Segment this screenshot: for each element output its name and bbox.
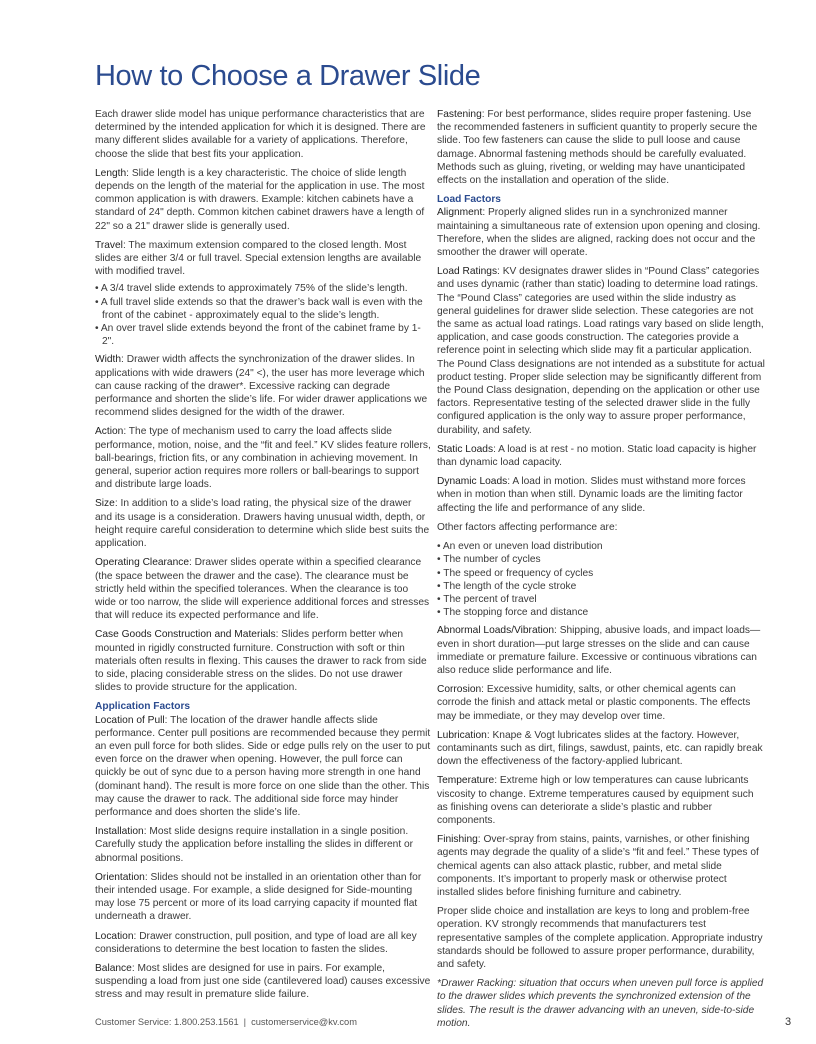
list-item: • A full travel slide extends so that the drawer’s back wall is even with the front of the cabinet - approximately equal to the slide’s length. — [95, 296, 431, 322]
case-goods-text: : Slides perform better when mounted in rigidly constructed furniture. Construction with soft or thin materials often results in flexing. This causes the drawer to rack from side to side, placing considerable stress on the slides. Do not use drawer slides to provide structure for the application. — [95, 629, 427, 694]
dynamic-loads-paragraph — [437, 475, 765, 515]
finishing-paragraph — [437, 833, 765, 899]
length-paragraph — [95, 167, 431, 233]
balance-paragraph — [95, 962, 431, 1002]
size-term: Size — [95, 498, 115, 510]
clearance-paragraph — [95, 556, 431, 622]
location-of-pull-text: : The location of the drawer handle affects slide performance. Center pull positions are recommended because they permit an even pull force for both slides. Side or edge pulls rely on the user to put even force on the drawer when opening. However, the pull force can quickly be out of sync due to a person having more strength in one hand (dominant hand). The result is more force on one slide than the other. This may cause the drawer to rack. The additional side force may hinder performance and does shorten the slide’s life. — [95, 714, 431, 818]
size-text: : In addition to a slide’s load rating, the physical size of the drawer and its usage is a consideration. Drawers having unusual width, depth, or height require careful consideration to determine which slide best suits the application. — [95, 498, 430, 550]
list-item: • An over travel slide extends beyond the front of the cabinet frame by 1-2". — [95, 322, 431, 348]
fastening-term: Fastening — [437, 109, 482, 120]
corrosion-term: Corrosion — [437, 684, 482, 696]
location-text: : Drawer construction, pull position, and type of load are all key considerations to determine the best location to fasten the slides. — [95, 930, 417, 955]
temperature-paragraph — [437, 774, 765, 827]
lubrication-paragraph — [437, 729, 765, 769]
location-of-pull-paragraph — [95, 714, 431, 820]
footer-separator: | — [243, 1017, 247, 1027]
static-loads-paragraph — [437, 443, 765, 469]
list-item: • The speed or frequency of cycles — [437, 567, 765, 580]
alignment-term: Alignment — [437, 207, 483, 219]
orientation-paragraph — [95, 871, 431, 924]
other-factors-intro: Other factors affecting performance are: — [437, 521, 618, 533]
abnormal-loads-paragraph — [437, 624, 765, 677]
static-loads-text: : A load is at rest - no motion. Static load capacity is higher than dynamic load capacity. — [437, 443, 757, 469]
action-text: : The type of mechanism used to carry the load affects slide performance, motion, noise, and the “fit and feel.” KV slides feature rollers, ball-bearings, friction fits, or any combination in achieving movement. In general, superior action requires more rollers or ball-bearings to support and distribute large loads. — [95, 426, 431, 491]
installation-term: Installation — [95, 826, 144, 838]
lubrication-term: Lubrication — [437, 729, 487, 741]
installation-text: : Most slide designs require installation in a single position. Carefully study the application before installing the slides in different or abnormal positions. — [95, 826, 414, 864]
temperature-term: Temperature — [437, 775, 495, 787]
static-loads-term: Static Loads — [437, 443, 494, 455]
list-item: • The percent of travel — [437, 593, 765, 606]
balance-text: : Most slides are designed for use in pairs. For example, suspending a load from just one side (cantilevered load) causes excessive stress and may result in premature slide failure. — [95, 962, 431, 1001]
fastening-text: : For best performance, slides require proper fastening. Use the recommended fasteners in sufficient quantity to properly secure the slide. Too few fasteners can cause the slide to pull loose and cause damage. Abnormal fastening methods should be carefully evaluated. Methods such as gluing, riveting, or welding may have unanticipated effects on the installation and operation of the slide. — [437, 109, 758, 187]
clearance-text: : Drawer slides operate within a specified clearance (the space between the drawer and the case). The clearance must be strictly held within the specified tolerances. When the clearance is too wide or too narrow, the slide will experience additional forces and stresses that will reduce its expected performance and life. — [95, 557, 430, 622]
travel-bullets — [95, 282, 431, 348]
abnormal-loads-term: Abnormal Loads/Vibration — [437, 625, 555, 637]
list-item: • The stopping force and distance — [437, 606, 765, 619]
page-number: 3 — [785, 1016, 792, 1028]
right-column — [437, 108, 765, 1030]
load-ratings-paragraph — [437, 265, 765, 437]
travel-paragraph — [95, 239, 431, 279]
load-ratings-text: : KV designates drawer slides in “Pound Class” categories and uses dynamic (rather than static) loading to determine load ratings. The “Pound Class” categories are used within the slide industry as general guidelines for drawer slide selection. These categories are not the same as actual load ratings. Load ratings vary based on slide length, application, and case goods construction. The categories provide a reference point in selecting which slide may fit a particular application. The Pound Class designations are not intended as a substitute for actual product testing. Proper slide selection may be significantly different from the Pound Class designation, depending on the application or other use factors. Representative testing of the selected drawer slide in the fully configured application is the only way to assure proper performance, durability, and safety. — [437, 266, 765, 436]
action-paragraph — [95, 425, 431, 491]
travel-term: Travel — [95, 239, 123, 251]
travel-text: : The maximum extension compared to the closed length. Most slides are either 3/4 or full travel. Special extension lengths are available with modified travel. — [95, 239, 422, 278]
alignment-text: : Properly aligned slides run in a synchronized manner maintaining a simultaneous rate of extension upon opening and closing. Therefore, when the slides are aligned, racking does not occur and the smoother the drawer will operate. — [437, 207, 761, 259]
other-factors-list — [437, 540, 765, 619]
abnormal-loads-text: : Shipping, abusive loads, and impact loads—even in short duration—put large stresses on the slide and can cause immediate or premature failure. Excessive or continuous vibrations can also reduce slide performance and life. — [437, 625, 761, 676]
length-term: Length — [95, 167, 127, 179]
size-paragraph — [95, 497, 431, 550]
list-item: • The length of the cycle stroke — [437, 580, 765, 593]
location-of-pull-term: Location of Pull — [95, 714, 165, 726]
finishing-term: Finishing — [437, 834, 478, 846]
customer-service-phone: Customer Service: 1.800.253.1561 — [95, 1017, 239, 1027]
clearance-term: Operating Clearance — [95, 557, 190, 569]
dynamic-loads-text: : A load in motion. Slides must withstand more forces when in motion than when still. Dynamic loads are the limiting factor affecting the life and performance of any slide. — [437, 476, 746, 514]
width-paragraph — [95, 353, 431, 419]
list-item: • A 3/4 travel slide extends to approximately 75% of the slide’s length. — [95, 282, 431, 295]
width-text: : Drawer width affects the synchronization of the drawer slides. In applications with wide drawers (24" <), the user has more leverage which can cause racking of the drawer*. Excessive racking can degrade performance and shorten the slide’s life. For wider drawer applications we recommend slides designed for the width of the drawer. — [95, 354, 428, 419]
lubrication-text: : Knape & Vogt lubricates slides at the factory. However, contaminants such as dirt, filings, sawdust, paints, etc. can rapidly break down the effectiveness of the factory-applied lubricant. — [437, 729, 763, 768]
installation-paragraph — [95, 825, 431, 865]
orientation-term: Orientation — [95, 871, 145, 883]
location-paragraph — [95, 930, 431, 956]
balance-term: Balance — [95, 962, 132, 974]
load-ratings-term: Load Ratings — [437, 266, 498, 278]
racking-footnote: *Drawer Racking: situation that occurs when uneven pull force is applied to the drawer slides which prevents the synchronized extension of the slides. The result is the drawer advancing with an uneven, side-to-side motion. — [437, 978, 764, 1029]
page-title: How to Choose a Drawer Slide — [95, 60, 481, 92]
corrosion-paragraph — [437, 683, 765, 723]
customer-service-email[interactable]: customerservice@kv.com — [251, 1017, 357, 1027]
finishing-text: : Over-spray from stains, paints, varnishes, or other finishing agents may degrade the quality of a slide’s “fit and feel.” These types of chemical agents can also attack plastic, rubber, and metal slide components. It’s important to properly mask or otherwise protect installed slides before finishing furniture and cabinetry. — [437, 834, 759, 898]
temperature-text: : Extreme high or low temperatures can cause lubricants viscosity to change. Extreme temperatures caused by equipment such as finishing ovens can deteriorate a slide’s plastic and rubber components. — [437, 775, 754, 826]
length-text: : Slide length is a key characteristic. The choice of slide length depends on the length of the material for the application in use. The most common application is with drawers. Example: kitchen cabinets have a standard of 24" depth. Common kitchen cabinet drawers have a length of 22" so a 21" drawer slide is generally used. — [95, 167, 425, 232]
list-item: • The number of cycles — [437, 553, 765, 566]
case-goods-paragraph — [95, 628, 431, 694]
left-column — [95, 108, 431, 1008]
corrosion-text: : Excessive humidity, salts, or other chemical agents can corrode the finish and attack metal or plastic components. The effects may be immediate, or they may develop over time. — [437, 684, 751, 722]
fastening-paragraph — [437, 108, 765, 187]
orientation-text: : Slides should not be installed in an orientation other than for their intended usage. For example, a slide designed for Side-mounting may lose 75 percent or more of its load carrying capacity if mounted flat underneath a drawer. — [95, 871, 422, 923]
alignment-paragraph — [437, 206, 765, 259]
width-term: Width — [95, 354, 122, 366]
action-term: Action — [95, 426, 124, 438]
dynamic-loads-term: Dynamic Loads — [437, 476, 508, 488]
page-footer — [95, 1017, 357, 1027]
location-term: Location — [95, 930, 134, 942]
closing-paragraph: Proper slide choice and installation are keys to long and problem-free operation. KV strongly recommends that manufacturers test representative samples of the complete application. Appropriate industry standards should be followed to assure proper performance, durability, and safety. — [437, 906, 763, 970]
load-factors-heading: Load Factors — [437, 194, 501, 206]
list-item: • An even or uneven load distribution — [437, 540, 765, 553]
case-goods-term: Case Goods Construction and Materials — [95, 629, 276, 641]
application-factors-heading: Application Factors — [95, 701, 191, 713]
intro-paragraph: Each drawer slide model has unique performance characteristics that are determined by the intended application for which it is designed. There are many different slides available for a variety of applications. Therefore, choose the slide that best fits your application. — [95, 109, 426, 160]
